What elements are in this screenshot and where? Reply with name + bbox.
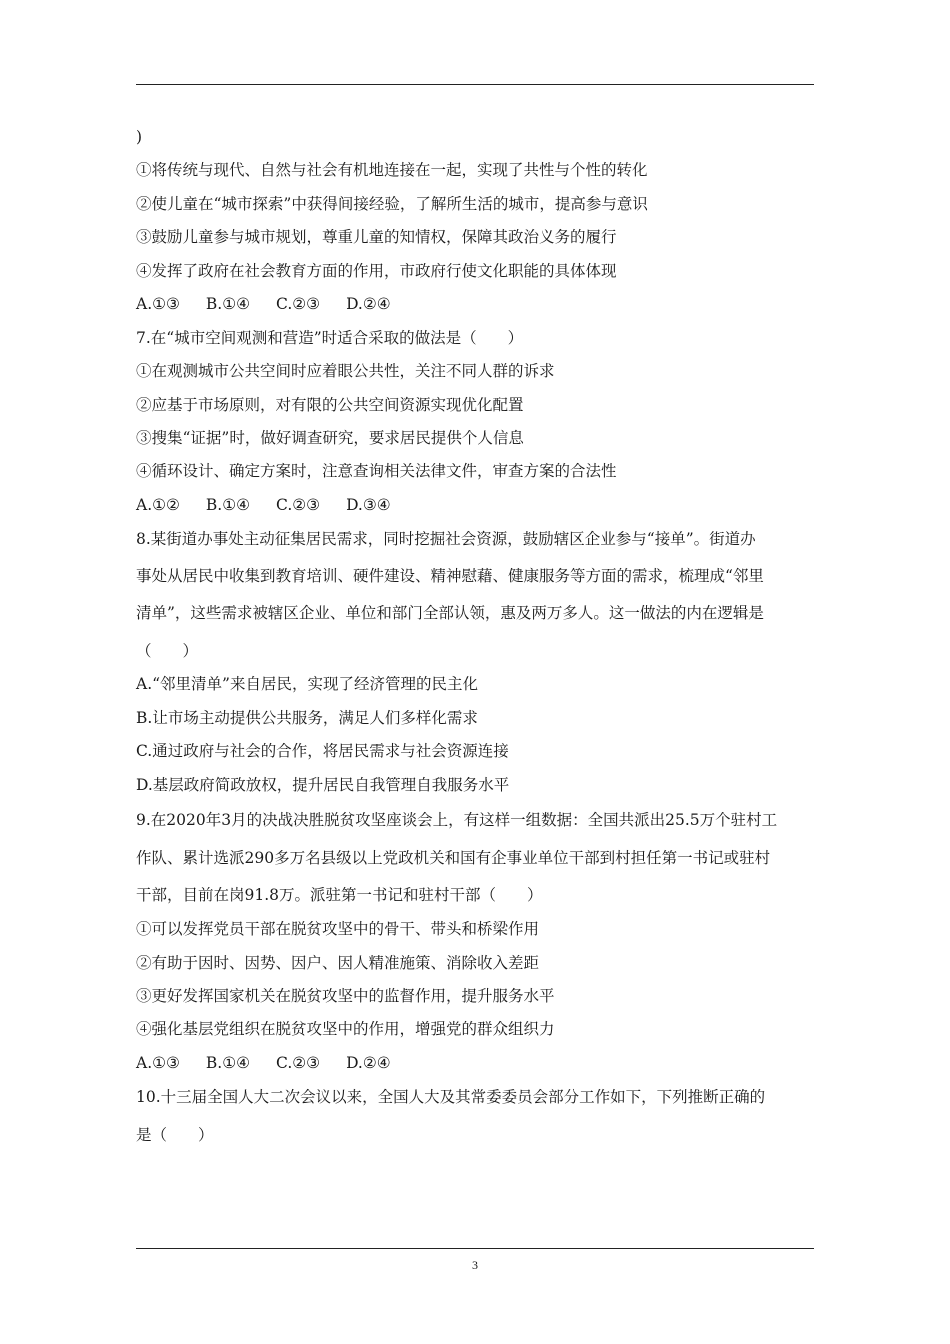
q9-item-2: ②有助于因时、因势、因户、因人精准施策、消除收入差距 [136,954,540,972]
q8-option-b: B.让市场主动提供公共服务，满足人们多样化需求 [136,709,478,727]
q10-stem-line-2: 是（ ） [136,1126,214,1144]
q7-item-3: ③搜集“证据”时，做好调查研究，要求居民提供个人信息 [136,429,524,447]
q9-stem-line-3: 干部，目前在岗91.8万。派驻第一书记和驻村干部（ ） [136,886,543,904]
continuation-item-4: ④发挥了政府在社会教育方面的作用，市政府行使文化职能的具体体现 [136,262,617,280]
q8-option-d: D.基层政府简政放权，提升居民自我管理自我服务水平 [136,776,510,794]
option-d: D.③④ [346,496,391,514]
q8-stem-line-2: 事处从居民中收集到教育培训、硬件建设、精神慰藉、健康服务等方面的需求，梳理成“邻里 [136,567,764,585]
q7-item-4: ④循环设计、确定方案时，注意查询相关法律文件，审查方案的合法性 [136,462,617,480]
q8-stem-line-4: （ ） [136,642,199,660]
option-b: B.①④ [205,496,251,514]
option-c: C.②③ [276,1054,321,1072]
continuation-options [136,294,826,314]
option-c: C.②③ [276,496,321,514]
q7-item-1: ①在观测城市公共空间时应着眼公共性，关注不同人群的诉求 [136,362,555,380]
q9-item-4: ④强化基层党组织在脱贫攻坚中的作用，增强党的群众组织力 [136,1020,555,1038]
q9-item-3: ③更好发挥国家机关在脱贫攻坚中的监督作用，提升服务水平 [136,987,555,1005]
q7-stem: 7.在“城市空间观测和营造”时适合采取的做法是（ ） [136,329,524,347]
q9-stem-line-1: 9.在2020年3月的决战决胜脱贫攻坚座谈会上，有这样一组数据：全国共派出25.5万个驻村工 [136,811,778,829]
option-b: B.①④ [205,295,251,313]
option-c: C.②③ [276,295,321,313]
q9-options [136,1053,826,1073]
q8-option-a: A.“邻里清单”来自居民，实现了经济管理的民主化 [136,675,478,693]
continuation-item-2: ②使儿童在“城市探索”中获得间接经验，了解所生活的城市，提高参与意识 [136,195,648,213]
option-d: D.②④ [346,1054,391,1072]
footer-rule [136,1248,814,1249]
q8-stem-line-3: 清单”，这些需求被辖区企业、单位和部门全部认领，惠及两万多人。这一做法的内在逻辑是 [136,604,764,622]
q7-item-2: ②应基于市场原则，对有限的公共空间资源实现优化配置 [136,396,524,414]
option-d: D.②④ [346,295,391,313]
continuation-item-1: ①将传统与现代、自然与社会有机地连接在一起，实现了共性与个性的转化 [136,161,648,179]
continuation-item-3: ③鼓励儿童参与城市规划，尊重儿童的知情权，保障其政治义务的履行 [136,228,617,246]
option-a: A.①③ [136,1054,180,1072]
q9-item-1: ①可以发挥党员干部在脱贫攻坚中的骨干、带头和桥梁作用 [136,920,540,938]
header-rule [136,84,814,85]
q9-stem-line-2: 作队、累计选派290多万名县级以上党政机关和国有企事业单位干部到村担任第一书记或驻村 [136,849,771,867]
page-number: 3 [472,1258,478,1272]
option-b: B.①④ [205,1054,251,1072]
option-a: A.①② [136,496,180,514]
q8-stem-line-1: 8.某街道办事处主动征集居民需求，同时挖掘社会资源，鼓励辖区企业参与“接单”。街道办 [136,530,756,548]
option-a: A.①③ [136,295,180,313]
continuation-paren: ) [136,128,143,146]
q8-option-c: C.通过政府与社会的合作，将居民需求与社会资源连接 [136,742,509,760]
q7-options [136,495,826,515]
q10-stem-line-1: 10.十三届全国人大二次会议以来，全国人大及其常委委员会部分工作如下，下列推断正确的 [136,1088,766,1106]
